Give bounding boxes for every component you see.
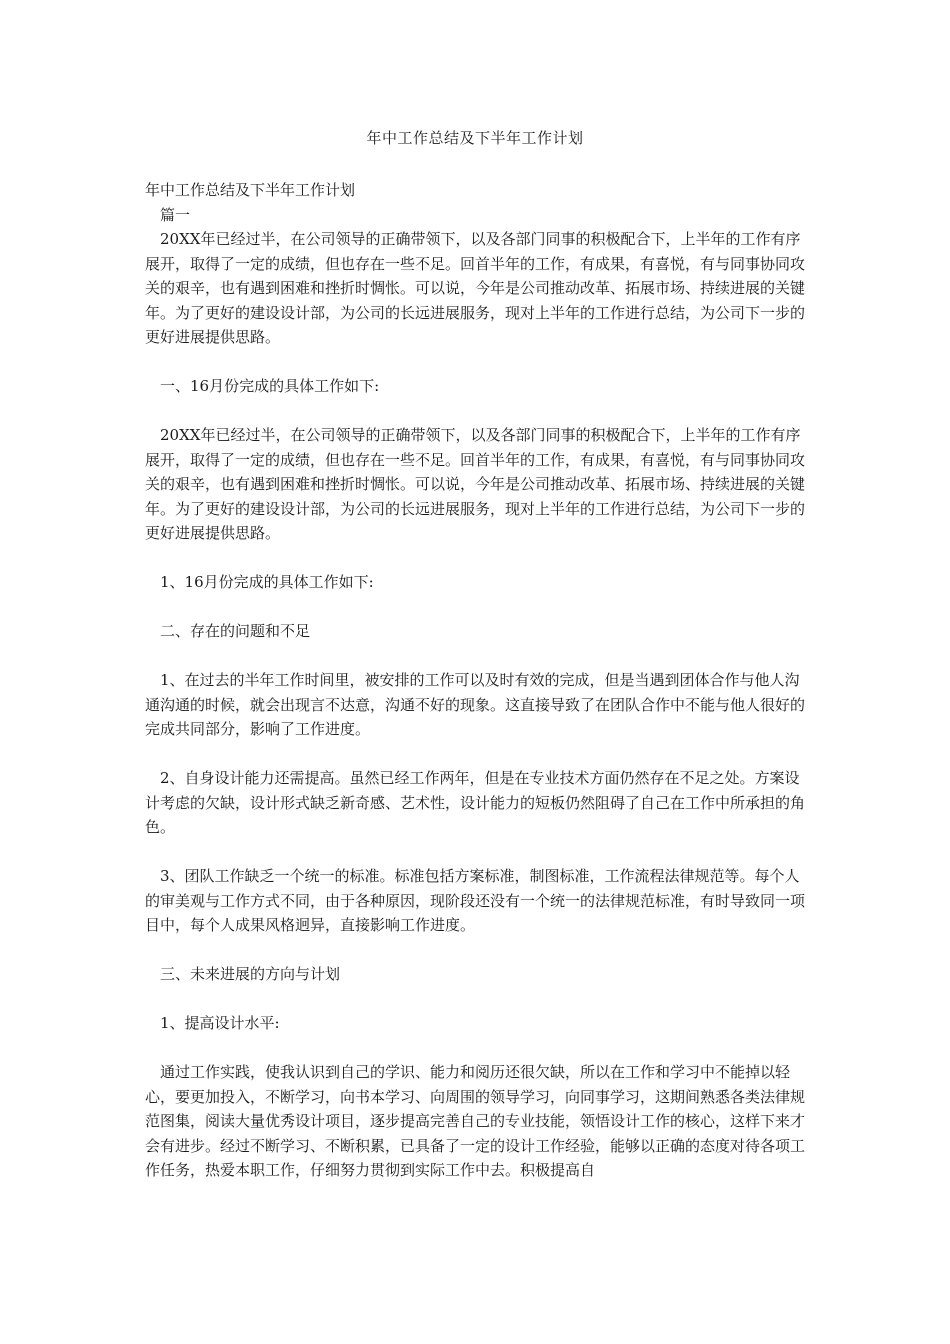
paragraph-spacer	[145, 1036, 805, 1061]
section1-heading: 一、16月份完成的具体工作如下:	[160, 377, 380, 395]
section1-item-1: 1、16月份完成的具体工作如下:	[160, 573, 374, 591]
part-label: 篇一	[160, 205, 191, 224]
section2-item-1: 1、在过去的半年工作时间里，被安排的工作可以及时有效的完成，但是当遇到团体合作与他人沟通沟通的时候，就会出现言不达意，沟通不好的现象。这直接导致了在团队合作中不能与他人很好的完成共同部分，影响了工作进度。	[145, 671, 806, 738]
paragraph-spacer	[145, 644, 805, 669]
section2-item-2: 2、自身设计能力还需提高。虽然已经工作两年，但是在专业技术方面仍然存在不足之处。方案设计考虑的欠缺，设计形式缺乏新奇感、艺术性，设计能力的短板仍然阻碍了自己在工作中所承担的角色。	[145, 769, 806, 836]
section3-item-1: 1、提高设计水平:	[160, 1014, 280, 1032]
section2-heading: 二、存在的问题和不足	[160, 622, 311, 640]
section3-heading: 三、未来进展的方向与计划	[160, 965, 341, 983]
section1-paragraph: 20XX年已经过半，在公司领导的正确带领下，以及各部门同事的积极配合下，上半年的工作有序展开，取得了一定的成绩，但也存在一些不足。回首半年的工作，有成果，有喜悦，有与同事协同攻关的艰辛，也有遇到困难和挫折时惆怅。可以说，今年是公司推动改革、拓展市场、持续进展的关键年。为了更好的建设设计部，为公司的长远进展服务，现对上半年的工作进行总结，为公司下一步的更好进展提供思路。	[145, 426, 806, 542]
intro-paragraph: 20XX年已经过半，在公司领导的正确带领下，以及各部门同事的积极配合下，上半年的工作有序展开，取得了一定的成绩，但也存在一些不足。回首半年的工作，有成果，有喜悦，有与同事协同攻关的艰辛，也有遇到困难和挫折时惆怅。可以说，今年是公司推动改革、拓展市场、持续进展的关键年。为了更好的建设设计部，为公司的长远进展服务，现对上半年的工作进行总结，为公司下一步的更好进展提供思路。	[145, 230, 806, 346]
paragraph-spacer	[145, 840, 805, 865]
paragraph-spacer	[145, 938, 805, 963]
paragraph-spacer	[145, 742, 805, 767]
document-title: 年中工作总结及下半年工作计划	[366, 129, 584, 147]
paragraph-spacer	[145, 595, 805, 620]
document-body	[145, 178, 805, 1183]
paragraph-spacer	[145, 399, 805, 424]
section3-paragraph: 通过工作实践，使我认识到自己的学识、能力和阅历还很欠缺，所以在工作和学习中不能掉以轻心，要更加投入，不断学习，向书本学习、向周围的领导学习，向同事学习，这期间熟悉各类法律规范图集，阅读大量优秀设计项目，逐步提高完善自己的专业技能，领悟设计工作的核心，这样下来才会有进步。经过不断学习、不断积累，已具备了一定的设计工作经验，能够以正确的态度对待各项工作任务，热爱本职工作，仔细努力贯彻到实际工作中去。积极提高自	[145, 1063, 806, 1179]
document-subtitle: 年中工作总结及下半年工作计划	[145, 181, 356, 199]
paragraph-spacer	[145, 987, 805, 1012]
section2-item-3: 3、团队工作缺乏一个统一的标准。标准包括方案标准，制图标准，工作流程法律规范等。每个人的审美观与工作方式不同，由于各种原因，现阶段还没有一个统一的法律规范标准，有时导致同一项目中，每个人成果风格迥异，直接影响工作进度。	[145, 867, 806, 934]
paragraph-spacer	[145, 546, 805, 571]
paragraph-spacer	[145, 350, 805, 375]
